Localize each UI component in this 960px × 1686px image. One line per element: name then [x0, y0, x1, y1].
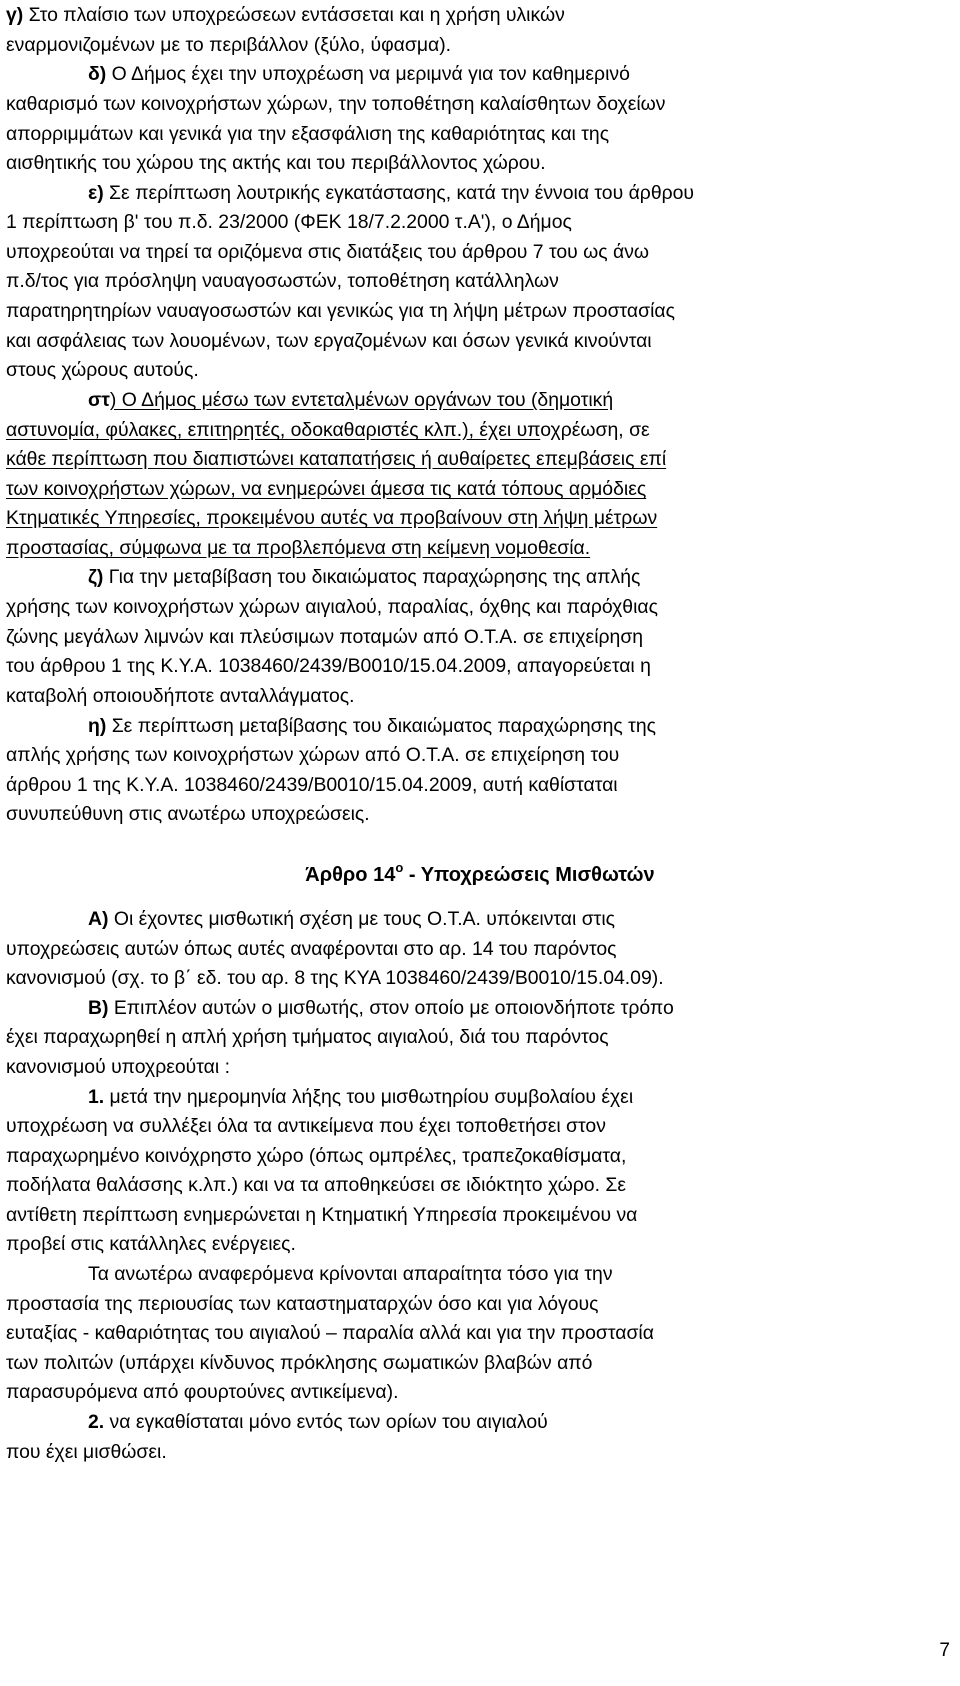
body-text-line: Β) Επιπλέον αυτών ο μισθωτής, στον οποίο με οποιονδήποτε τρόπο	[88, 997, 674, 1019]
body-text-line: 1. μετά την ημερομηνία λήξης του μισθωτηρίου συμβολαίου έχει	[88, 1086, 634, 1108]
clause-label: ε)	[88, 182, 104, 204]
body-text-line: υποχρέωση να συλλέξει όλα τα αντικείμενα που έχει τοποθετήσει στον	[6, 1115, 606, 1137]
body-text-line: των πολιτών (υπάρχει κίνδυνος πρόκλησης σωματικών βλαβών από	[6, 1352, 593, 1374]
clause-label: 2.	[88, 1411, 105, 1433]
body-text-line: Τα ανωτέρω αναφερόμενα κρίνονται απαραίτητα τόσο για την	[88, 1263, 613, 1285]
clause-label: η)	[88, 715, 107, 737]
clause-label: στ	[88, 389, 110, 411]
body-text-line: στ) Ο Δήμος μέσω των εντεταλμένων οργάνων του (δημοτική	[88, 389, 614, 411]
body-text-line: χρήσης των κοινοχρήστων χώρων αιγιαλού, παραλίας, όχθης και παρόχθιας	[6, 596, 658, 618]
body-text-line: στους χώρους αυτούς.	[6, 359, 199, 381]
clause-label: Β)	[88, 997, 109, 1019]
body-text-line: ε) Σε περίπτωση λουτρικής εγκατάστασης, κατά την έννοια του άρθρου	[88, 182, 695, 204]
body-text-line: απλής χρήσης των κοινοχρήστων χώρων από Ο.Τ.Α. σε επιχείρηση του	[6, 744, 620, 766]
body-text-line: συνυπεύθυνη στις ανωτέρω υποχρεώσεις.	[6, 803, 370, 825]
body-text-line: του άρθρου 1 της Κ.Υ.Α. 1038460/2439/Β0010/15.04.2009, απαγορεύεται η	[6, 655, 651, 677]
body-text-line: κάθε περίπτωση που διαπιστώνει καταπατήσεις ή αυθαίρετες επεμβάσεις επί	[6, 448, 667, 470]
body-text-line: 2. να εγκαθίσταται μόνο εντός των ορίων του αιγιαλού	[88, 1411, 548, 1433]
body-text-line: έχει παραχωρηθεί η απλή χρήση τμήματος αιγιαλού, διά του παρόντος	[6, 1026, 609, 1048]
body-text-line: ευταξίας - καθαριότητας του αιγιαλού – παραλία αλλά και για την προστασία	[6, 1322, 654, 1344]
body-text-line: των κοινοχρήστων χώρων, να ενημερώνει άμεσα τις κατά τόπους αρμόδιες	[6, 478, 647, 500]
body-text-line: καταβολή οποιουδήποτε ανταλλάγματος.	[6, 685, 355, 707]
clause-label: 1.	[88, 1086, 105, 1108]
body-text-line: άρθρου 1 της Κ.Υ.Α. 1038460/2439/Β0010/15.04.2009, αυτή καθίσταται	[6, 774, 618, 796]
body-text-line: ποδήλατα θαλάσσης κ.λπ.) και να τα αποθηκεύσει σε ιδιόκτητο χώρο. Σε	[6, 1174, 626, 1196]
body-text-line: Α) Οι έχοντες μισθωτική σχέση με τους Ο.Τ.Α. υπόκεινται στις	[88, 908, 615, 930]
body-text-line: υποχρεούται να τηρεί τα οριζόμενα στις διατάξεις του άρθρου 7 του ως άνω	[6, 241, 650, 263]
clause-label: δ)	[88, 63, 107, 85]
body-text-line: καθαρισμό των κοινοχρήστων χώρων, την τοποθέτηση καλαίσθητων δοχείων	[6, 93, 666, 115]
body-text-line: δ) Ο Δήμος έχει την υποχρέωση να μεριμνά για τον καθημερινό	[88, 63, 630, 85]
body-text-line: αισθητικής του χώρου της ακτής και του περιβάλλοντος χώρου.	[6, 152, 546, 174]
body-text-line: προβεί στις κατάλληλες ενέργειες.	[6, 1233, 296, 1255]
body-text-line: υποχρεώσεις αυτών όπως αυτές αναφέρονται στο αρ. 14 του παρόντος	[6, 938, 617, 960]
body-text-line: 1 περίπτωση β' του π.δ. 23/2000 (ΦΕΚ 18/7.2.2000 τ.Α'), ο Δήμος	[6, 211, 572, 233]
body-text-line: εναρμονιζομένων με το περιβάλλον (ξύλο, ύφασμα).	[6, 34, 452, 56]
page-number: 7	[939, 1640, 950, 1661]
article-title-ordinal: ο	[395, 860, 404, 875]
body-text-line: αστυνομία, φύλακες, επιτηρητές, οδοκαθαριστές κλπ.), έχει υποχρέωση, σε	[6, 419, 650, 441]
body-text-line: κανονισμού (σχ. το β΄ εδ. του αρ. 8 της ΚΥΑ 1038460/2439/Β0010/15.04.09).	[6, 967, 664, 989]
body-text-line: ζ) Για την μεταβίβαση του δικαιώματος παραχώρησης της απλής	[88, 566, 641, 588]
article-title: Άρθρο 14	[305, 864, 396, 886]
body-text-line: Κτηματικές Υπηρεσίες, προκειμένου αυτές να προβαίνουν στη λήψη μέτρων	[6, 507, 658, 529]
clause-label: Α)	[88, 908, 109, 930]
clause-label: γ)	[6, 4, 24, 26]
body-text-line: προστασίας, σύμφωνα με τα προβλεπόμενα στη κείμενη νομοθεσία.	[6, 537, 591, 559]
clause-label: ζ)	[88, 566, 104, 588]
body-text-line: αντίθετη περίπτωση ενημερώνεται η Κτηματική Υπηρεσία προκειμένου να	[6, 1204, 638, 1226]
body-text-line: κανονισμού υποχρεούται :	[6, 1056, 230, 1078]
body-text-line: παρασυρόμενα από φουρτούνες αντικείμενα).	[6, 1381, 399, 1403]
body-text-line: ζώνης μεγάλων λιμνών και πλεύσιμων ποταμών από Ο.Τ.Α. σε επιχείρηση	[6, 626, 644, 648]
article-heading	[0, 853, 960, 890]
body-text-line: και ασφάλειας των λουομένων, των εργαζομένων και όσων γενικά κινούνται	[6, 330, 652, 352]
body-text-line: που έχει μισθώσει.	[6, 1441, 167, 1463]
body-text-line: παρατηρητηρίων ναυαγοσωστών και γενικώς για τη λήψη μέτρων προστασίας	[6, 300, 675, 322]
article-subtitle: - Υποχρεώσεις Μισθωτών	[403, 864, 655, 886]
body-text-line: η) Σε περίπτωση μεταβίβασης του δικαιώματος παραχώρησης της	[88, 715, 656, 737]
body-text-line: γ) Στο πλαίσιο των υποχρεώσεων εντάσσεται και η χρήση υλικών	[6, 4, 565, 26]
body-text-line: απορριμμάτων και γενικά για την εξασφάλιση της καθαριότητας και της	[6, 123, 610, 145]
body-text-line: προστασία της περιουσίας των καταστηματαρχών όσο και για λόγους	[6, 1293, 599, 1315]
body-text-line: παραχωρημένο κοινόχρηστο χώρο (όπως ομπρέλες, τραπεζοκαθίσματα,	[6, 1145, 627, 1167]
body-text-line: π.δ/τος για πρόσληψη ναυαγοσωστών, τοποθέτηση κατάλληλων	[6, 270, 559, 292]
